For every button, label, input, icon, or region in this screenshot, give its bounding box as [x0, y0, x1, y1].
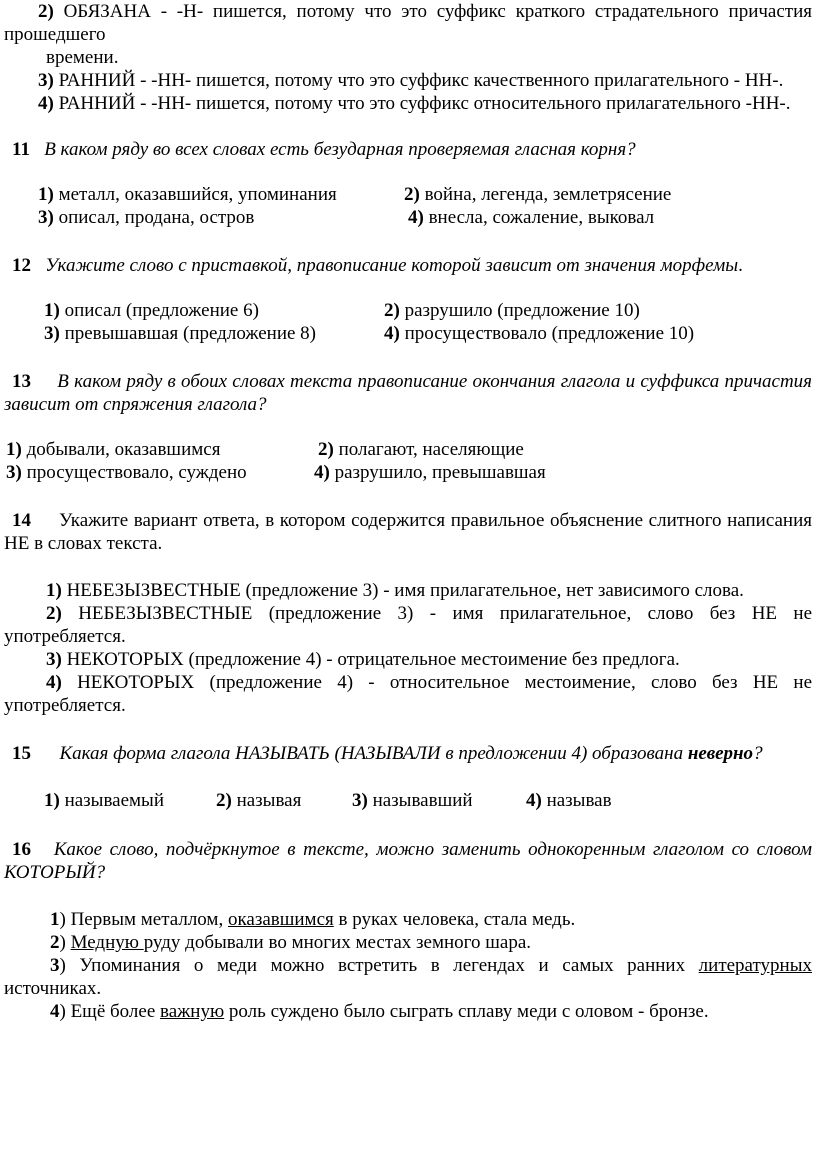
q13-options-row-1 — [4, 438, 812, 461]
q11-options-row-1 — [4, 183, 812, 206]
q15-option-3: 3) называвший — [352, 790, 473, 811]
explanation-option-3: 3) РАННИЙ - -НН- пишется, потому что это суффикс качественного прилагательного - НН-. — [38, 70, 784, 91]
document-page — [4, 0, 812, 1023]
question-16: 16 Какое слово, подчёркнутое в тексте, можно заменить однокоренным глаголом со словом КОТОРЫЙ? — [4, 839, 812, 883]
question-13: 13 В каком ряду в обоих словах текста правописание окончания глагола и суффикса причастия зависит от спряжения глагола? — [4, 371, 813, 415]
q11-option-4: 4) внесла, сожаление, выковал — [408, 207, 655, 228]
q13-option-4: 4) разрушило, превышавшая — [314, 462, 546, 483]
q14-option-3: 3) НЕКОТОРЫХ (предложение 4) - отрицательное местоимение без предлога. — [46, 649, 680, 670]
q12-option-1: 1) описал (предложение 6) — [44, 300, 259, 321]
question-12: 12 Укажите слово с приставкой, правописание которой зависит от значения морфемы. — [12, 255, 743, 276]
q13-option-1: 1) добывали, оказавшимся — [6, 439, 221, 460]
underlined-word: литературных — [698, 955, 812, 976]
q12-options-row-2 — [4, 322, 812, 345]
q11-options-row-2 — [4, 206, 812, 229]
q16-option-2: 2) Медную руду добывали во многих местах земного шара. — [50, 932, 531, 953]
explanation-option-2-cont: времени. — [46, 47, 119, 68]
q16-option-4: 4) Ещё более важную роль суждено было сыграть сплаву меди с оловом - бронзе. — [50, 1001, 709, 1022]
q11-option-2: 2) война, легенда, землетрясение — [404, 184, 672, 205]
question-15: 15 Какая форма глагола НАЗЫВАТЬ (НАЗЫВАЛИ в предложении 4) образована неверно? — [12, 743, 763, 764]
underlined-word: оказавшимся — [227, 909, 334, 930]
q14-option-2: 2) НЕБЕЗЫЗВЕСТНЫЕ (предложение 3) - имя прилагательное, слово без НЕ не употребляется. — [4, 603, 812, 647]
question-11: 11 В каком ряду во всех словах есть безударная проверяемая гласная корня? — [12, 139, 636, 160]
q13-option-2: 2) полагают, населяющие — [318, 439, 524, 460]
q16-option-3: 3) Упоминания о меди можно встретить в легендах и самых ранних литературных источниках. — [4, 955, 812, 999]
explanation-option-4: 4) РАННИЙ - -НН- пишется, потому что это суффикс относительного прилагательного -НН-. — [38, 93, 791, 114]
underlined-word: Медную — [70, 932, 144, 953]
q15-option-2: 2) называя — [216, 790, 302, 811]
underlined-word: важную — [160, 1001, 225, 1022]
q13-options-row-2 — [4, 461, 812, 484]
explanation-option-2: 2) ОБЯЗАНА - -Н- пишется, потому что это суффикс краткого страдательного причастия прошедшего — [4, 1, 812, 45]
q14-option-4: 4) НЕКОТОРЫХ (предложение 4) - относительное местоимение, слово без НЕ не употребляется. — [4, 672, 812, 716]
q14-option-1: 1) НЕБЕЗЫЗВЕСТНЫЕ (предложение 3) - имя прилагательное, нет зависимого слова. — [46, 580, 744, 601]
q12-option-3: 3) превышавшая (предложение 8) — [44, 323, 317, 344]
question-14: 14 Укажите вариант ответа, в котором содержится правильное объяснение слитного написания НЕ в словах текста. — [4, 510, 812, 554]
q12-option-4: 4) просуществовало (предложение 10) — [384, 323, 695, 344]
q13-option-3: 3) просуществовало, суждено — [6, 462, 247, 483]
q15-options-row — [4, 789, 812, 812]
q16-option-1: 1) Первым металлом, оказавшимся в руках человека, стала медь. — [50, 909, 576, 930]
q11-option-1: 1) металл, оказавшийся, упоминания — [38, 184, 337, 205]
q15-option-1: 1) называемый — [44, 790, 164, 811]
q15-option-4: 4) называв — [526, 790, 612, 811]
q12-option-2: 2) разрушило (предложение 10) — [384, 300, 640, 321]
q12-options-row-1 — [4, 299, 812, 322]
q11-option-3: 3) описал, продана, остров — [38, 207, 255, 228]
